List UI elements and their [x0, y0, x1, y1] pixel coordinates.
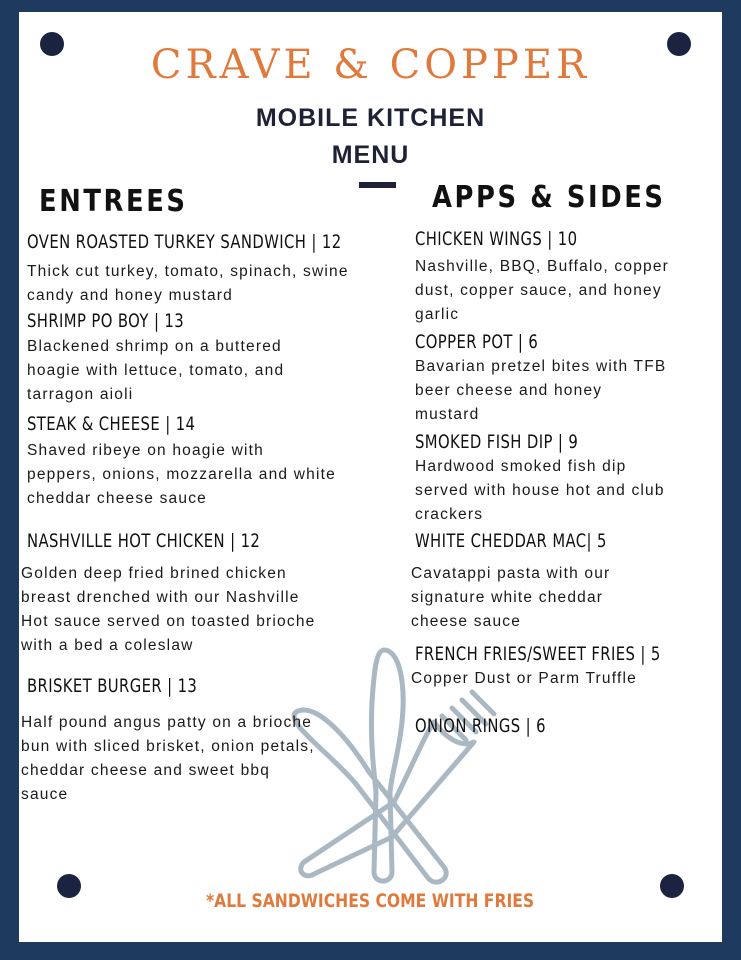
app-desc: Cavatappi pasta with our signature white cheddar cheese sauce [411, 565, 611, 630]
entree-name: STEAK & CHEESE | 14 [27, 413, 196, 435]
subtitle-menu: MENU [331, 141, 410, 169]
app-name: FRENCH FRIES/SWEET FRIES | 5 [415, 643, 661, 665]
app-name: ONION RINGS | 6 [415, 715, 546, 737]
app-name: WHITE CHEDDAR MAC| 5 [415, 530, 607, 552]
app-name: SMOKED FISH DIP | 9 [415, 431, 579, 453]
entree-name: OVEN ROASTED TURKEY SANDWICH | 12 [27, 231, 342, 253]
title-divider [359, 182, 396, 188]
entree-desc: Blackened shrimp on a buttered hoagie with lettuce, tomato, and tarragon aioli [27, 338, 285, 403]
app-name: CHICKEN WINGS | 10 [415, 228, 578, 250]
entree-desc: Half pound angus patty on a brioche bun with sliced brisket, onion petals, cheddar cheese and sweet bbq sauce [21, 714, 315, 803]
footer-note: *ALL SANDWICHES COME WITH FRIES [206, 890, 535, 912]
entree-name: BRISKET BURGER | 13 [27, 675, 198, 697]
restaurant-title: CRAVE & COPPER [150, 42, 591, 88]
entrees-heading: ENTREES [39, 184, 188, 219]
entree-name: NASHVILLE HOT CHICKEN | 12 [27, 530, 261, 552]
subtitle-mobile-kitchen: MOBILE KITCHEN [255, 104, 486, 132]
menu-sheet [19, 12, 722, 942]
app-desc: Hardwood smoked fish dip served with house hot and club crackers [415, 458, 665, 523]
entree-name: SHRIMP PO BOY | 13 [27, 310, 185, 332]
entree-desc: Golden deep fried brined chicken breast drenched with our Nashville Hot sauce served on toasted brioche with a bed a coleslaw [21, 565, 316, 654]
app-desc: Nashville, BBQ, Buffalo, copper dust, copper sauce, and honey garlic [415, 258, 670, 323]
app-desc: Bavarian pretzel bites with TFB beer cheese and honey mustard [415, 358, 667, 423]
apps-heading: APPS & SIDES [432, 180, 666, 215]
app-desc: Copper Dust or Parm Truffle [411, 670, 637, 687]
entree-desc: Thick cut turkey, tomato, spinach, swine candy and honey mustard [27, 263, 349, 304]
entree-desc: Shaved ribeye on hoagie with peppers, onions, mozzarella and white cheddar cheese sauce [27, 442, 336, 507]
app-name: COPPER POT | 6 [415, 331, 539, 353]
